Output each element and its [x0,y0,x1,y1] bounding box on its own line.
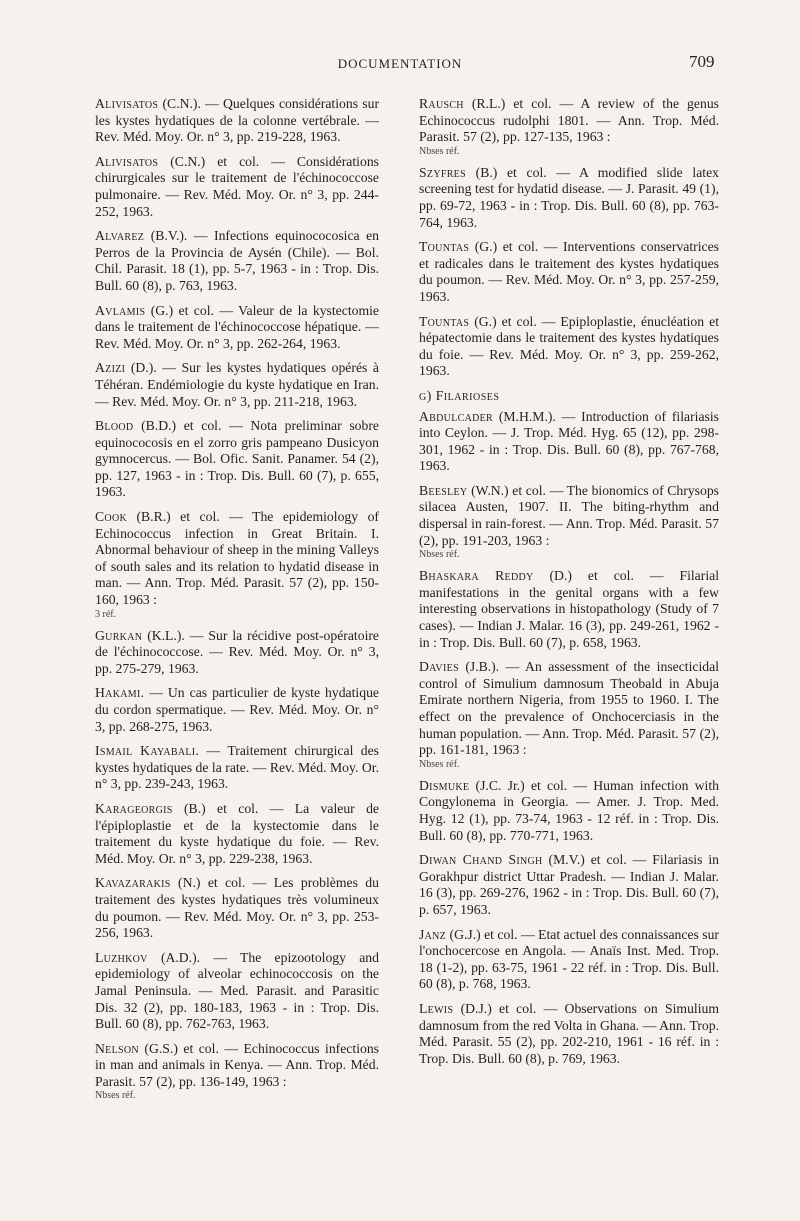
entry-author: Diwan Chand Singh [419,852,543,868]
entry-citation: (B.) et col. — A modified slide latex screening test for hydatid disease. — J. Parasit. 49 (1), pp. 69-72, 1963 - in : Trop. Dis. Bull. 60 (8), pp. 763-764, 1963. [419,164,720,230]
right-column-top-entries [419,96,719,380]
entry-author: Ismail Kayabali. [95,743,200,759]
entry-author: Luzhkov [95,949,148,965]
entry-citation: — Traitement chirurgical des kystes hydatiques de la rate. — Rev. Méd. Moy. Or. n° 3, pp. 239-243, 1963. [95,743,380,792]
entry-author: Cook [95,509,127,525]
entry-citation: (B.D.) et col. — Nota preliminar sobre equinococosis en el zorro gris pampeano Dusicyon gymnocercus. — Bol. Ofic. Sanit. Panamer. 54 (2), pp. 127, 1963 - in : Trop. Dis. Bull. 60 (7), p. 655, 1963. [95,418,380,500]
entry-author: Karageorgis [95,800,173,816]
entry-author: Szyfres [419,164,466,180]
entry-citation: (W.N.) et col. — The bionomics of Chrysops silacea Austen, 1907. II. The biting-rhythm and dispersal in rain-forest. — Ann. Trop. Méd. Parasit. 57 (2), pp. 191-203, 1963 : [419,482,720,548]
bibliography-entry [95,154,379,220]
page-number: 709 [689,52,715,71]
bibliography-entry [95,509,379,620]
entry-citation: (G.) et col. — Valeur de la kystectomie dans le traitement de l'échinococcose hépatique. — Rev. Méd. Moy. Or. n° 3, pp. 262-264, 1963. [95,302,379,351]
bibliography-entry [419,96,719,157]
entry-author: Azizi [95,360,126,376]
bibliography-entry [95,801,379,867]
entry-citation: (D.). — Sur les kystes hydatiques opérés à Téhéran. Endémiologie du kyste hydatique en Iran. — Rev. Méd. Moy. Or. n° 3, pp. 211-218, 1963. [95,360,380,409]
entry-author: Hakami. [95,685,145,701]
entry-author: Tountas [419,239,470,255]
bibliography-entry [419,165,719,231]
entry-author: Alvarez [95,228,145,244]
bibliography-entry [419,778,719,844]
bibliography-entry [95,628,379,678]
bibliography-entry [419,409,719,475]
bibliography-entry [419,659,719,770]
entry-citation: (M.V.) et col. — Filariasis in Gorakhpur district Uttar Pradesh. — Indian J. Malar. 16 (3), pp. 269-276, 1962 - in : Trop. Dis. Bull. 60 (7), p. 657, 1963. [419,852,719,917]
entry-citation: (G.J.) et col. — Etat actuel des connaissances sur l'onchocercose en Angola. — Anaïs Inst. Med. Trop. 18 (1-2), pp. 63-75, 1961 - 22 réf. in : Trop. Dis. Bull. 60 (8), p. 768, 1963. [419,926,719,992]
running-header: DOCUMENTATION [337,56,463,71]
bibliography-entry [95,743,379,793]
entry-author: Kavazarakis [95,875,171,891]
entry-citation: (G.) et col. — Interventions conservatrices et radicales dans le traitement des kystes hydatiques du poumon. — Rev. Méd. Moy. Or. n° 3, pp. 257-259, 1963. [419,239,720,304]
entry-citation: (J.B.). — An assessment of the insecticidal control of Simulium damnosum Theobald in Abuja Emirate northern Nigeria, from 1955 to 1960. I. The effect on the prevalence of Onchocerciasis in the human population. — Ann. Trop. Méd. Parasit. 57 (2), pp. 161-181, 1963 : [419,659,719,758]
entry-citation: (C.N.) et col. — Considérations chirurgicales sur le traitement de l'échinococcose pulmonaire. — Rev. Méd. Moy. Or. n° 3, pp. 244-252, 1963. [95,153,379,219]
bibliography-entry [419,568,719,651]
entry-author: Rausch [419,96,464,111]
entry-citation: (D.J.) et col. — Observations on Simulium damnosum from the red Volta in Ghana. — Ann. Trop. Méd. Parasit. 55 (2), pp. 202-210, 1961 - 16 réf. in : Trop. Dis. Bull. 60 (8), p. 769, 1963. [419,1000,720,1066]
bibliography-entry [95,875,379,941]
entry-author: Bhaskara Reddy [419,568,534,584]
entry-reference-count: 3 réf. [95,608,117,620]
bibliography-entry [419,239,719,305]
entry-citation: (J.C. Jr.) et col. — Human infection with Congylonema in Georgia. — Amer. J. Trop. Med. Hyg. 12 (1), pp. 73-74, 1963 - 12 réf. in : Trop. Dis. Bull. 60 (8), pp. 770-771, 1963. [419,777,720,843]
entry-citation: (K.L.). — Sur la récidive post-opératoire de l'échinococcose. — Rev. Méd. Moy. Or. n° 3, pp. 275-279, 1963. [95,627,379,676]
entry-citation: (G.S.) et col. — Echinococcus infections in man and animals in Kenya. — Ann. Trop. Méd. Parasit. 57 (2), pp. 136-149, 1963 : [95,1040,380,1089]
entry-author: Blood [95,418,134,434]
entry-reference-count: Nbses réf. [419,758,460,770]
entry-author: Alivisatos [95,96,159,111]
entry-author: Abdulcader [419,408,493,424]
entry-citation: (R.L.) et col. — A review of the genus Echinococcus rudolphi 1801. — Ann. Trop. Méd. Parasit. 57 (2), pp. 127-135, 1963 : [419,96,719,145]
entry-reference-count: Nbses réf. [419,549,460,561]
left-column [95,96,379,1109]
bibliography-entry [419,852,719,918]
entry-citation: (M.H.M.). — Introduction of filariasis into Ceylon. — J. Trop. Méd. Hyg. 65 (12), pp. 298-301, 1962 - in : Trop. Dis. Bull. 60 (8), pp. 767-768, 1963. [419,408,720,474]
entry-author: Alivisatos [95,153,159,169]
entry-author: Dismuke [419,777,470,793]
entry-reference-count: Nbses réf. [419,145,460,157]
entry-author: Nelson [95,1040,139,1056]
entry-citation: (N.) et col. — Les problèmes du traitement des kystes hydatiques très volumineux du poumon. — Rev. Méd. Moy. Or. n° 3, pp. 253-256, 1963. [95,875,379,941]
entry-citation: (B.) et col. — La valeur de l'épiploplastie et de la kystectomie dans le traitement du kyste hydatique du foie. — Rev. Méd. Moy. Or. n° 3, pp. 229-238, 1963. [95,800,380,866]
bibliography-entry [95,950,379,1033]
entry-citation: (B.V.). — Infections equinococosica en Perros de la Provincia de Aysén (Chile). — Bol. Chil. Parasit. 18 (1), pp. 5-7, 1963 - in : Trop. Dis. Bull. 60 (8), p. 763, 1963. [95,228,380,293]
right-column-bottom-entries [419,409,719,1068]
bibliography-entry [95,418,379,501]
bibliography-entry [95,96,379,146]
entry-author: Beesley [419,482,468,498]
section-heading: g) Filarioses [419,387,500,403]
entry-citation: — Un cas particulier de kyste hydatique du cordon spermatique. — Rev. Méd. Moy. Or. n° 3, pp. 268-275, 1963. [95,685,379,734]
entry-citation: (D.) et col. — Filarial manifestations in the genital organs with a few interesting observations in histopathology (Study of 7 cases). — Indian J. Malar. 16 (3), pp. 249-261, 1962 - in : Trop. Dis. Bull. 60 (7), p. 658, 1963. [419,568,719,650]
bibliography-entry [95,228,379,294]
bibliography-entry [419,314,719,380]
bibliography-entry [95,685,379,735]
bibliography-entry [419,1001,719,1067]
entry-citation: (C.N.). — Quelques considérations sur les kystes hydatiques de la colonne vertébrale. — Rev. Méd. Moy. Or. n° 3, pp. 219-228, 1963. [95,96,379,145]
entry-citation: (A.D.). — The epizootology and epidemiology of alveolar echinococcosis on the Jamal Peninsula. — Med. Parasit. and Parasitic Dis. 32 (2), pp. 180-183, 1963 - in : Trop. Dis. Bull. 60 (8), pp. 762-763, 1963. [95,949,379,1032]
bibliography-entry [95,303,379,353]
entry-author: Janz [419,926,447,942]
right-column [419,96,719,1075]
entry-author: Davies [419,659,459,675]
entry-author: Gurkan [95,627,143,643]
entry-citation: (B.R.) et col. — The epidemiology of Echinococcus infection in Great Britain. I. Abnormal behaviour of sheep in the mining Valleys of south sales and its relation to hydatid disease in man. — Ann. Trop. Méd. Parasit. 57 (2), pp. 150-160, 1963 : [95,509,379,608]
entry-author: Avlamis [95,302,146,318]
bibliography-entry [95,1041,379,1102]
entry-author: Lewis [419,1000,454,1016]
bibliography-entry [419,927,719,993]
entry-reference-count: Nbses réf. [95,1090,136,1102]
bibliography-entry [95,360,379,410]
entry-citation: (G.) et col. — Epiploplastie, énucléation et hépatectomie dans le traitement des kystes hydatiques du foie. — Rev. Méd. Moy. Or. n° 3, pp. 259-262, 1963. [419,313,720,379]
bibliography-entry [419,483,719,560]
entry-author: Tountas [419,313,470,329]
